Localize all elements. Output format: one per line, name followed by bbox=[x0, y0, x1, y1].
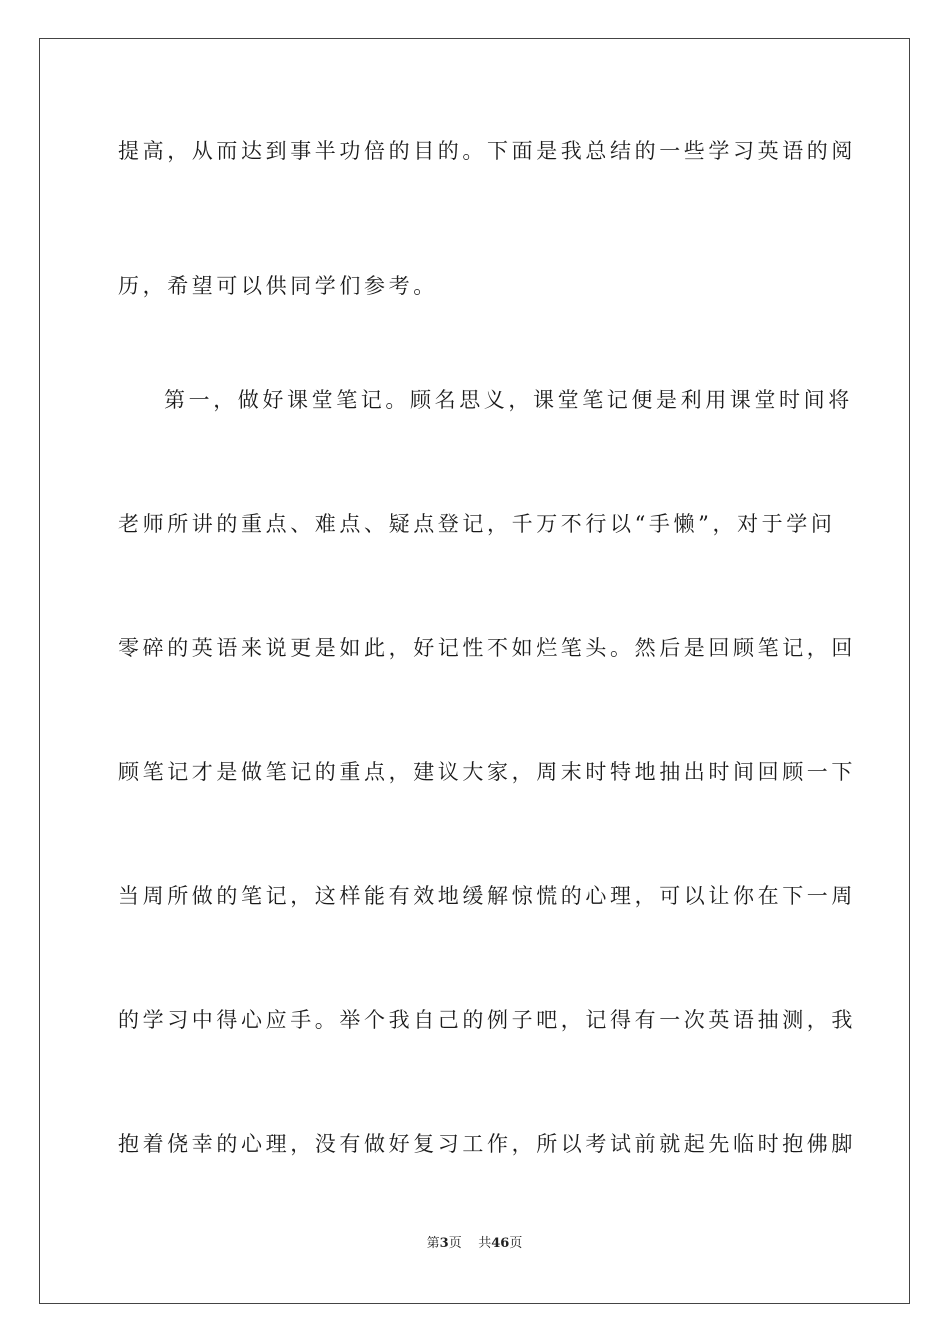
text-line-8: 的学习中得心应手。举个我自己的例子吧，记得有一次英语抽测，我 bbox=[118, 1008, 856, 1032]
text-line-9: 抱着侥幸的心理，没有做好复习工作，所以考试前就起先临时抱佛脚 bbox=[118, 1132, 856, 1156]
text-line-1: 提高，从而达到事半功倍的目的。下面是我总结的一些学习英语的阅 bbox=[118, 139, 856, 163]
footer-page-number: 3 bbox=[439, 1236, 449, 1251]
text-line-2: 历，希望可以供同学们参考。 bbox=[118, 274, 438, 298]
text-line-3: 第一，做好课堂笔记。顾名思义，课堂笔记便是利用课堂时间将 bbox=[164, 388, 853, 412]
page-footer bbox=[40, 1234, 909, 1254]
text-line-6: 顾笔记才是做笔记的重点，建议大家，周末时特地抽出时间回顾一下 bbox=[118, 760, 856, 784]
footer-total-pages: 46 bbox=[491, 1236, 510, 1251]
text-line-5: 零碎的英语来说更是如此，好记性不如烂笔头。然后是回顾笔记，回 bbox=[118, 636, 856, 660]
footer-page-prefix: 第 bbox=[426, 1236, 440, 1251]
text-line-7: 当周所做的笔记，这样能有效地缓解惊慌的心理，可以让你在下一周 bbox=[118, 884, 856, 908]
footer-page-suffix: 页 bbox=[448, 1236, 462, 1251]
footer-total-prefix: 共 bbox=[478, 1236, 492, 1251]
text-line-4: 老师所讲的重点、难点、疑点登记，千万不行以“手懒”，对于学问 bbox=[118, 512, 836, 536]
document-page bbox=[39, 38, 910, 1304]
footer-total-suffix: 页 bbox=[509, 1236, 523, 1251]
